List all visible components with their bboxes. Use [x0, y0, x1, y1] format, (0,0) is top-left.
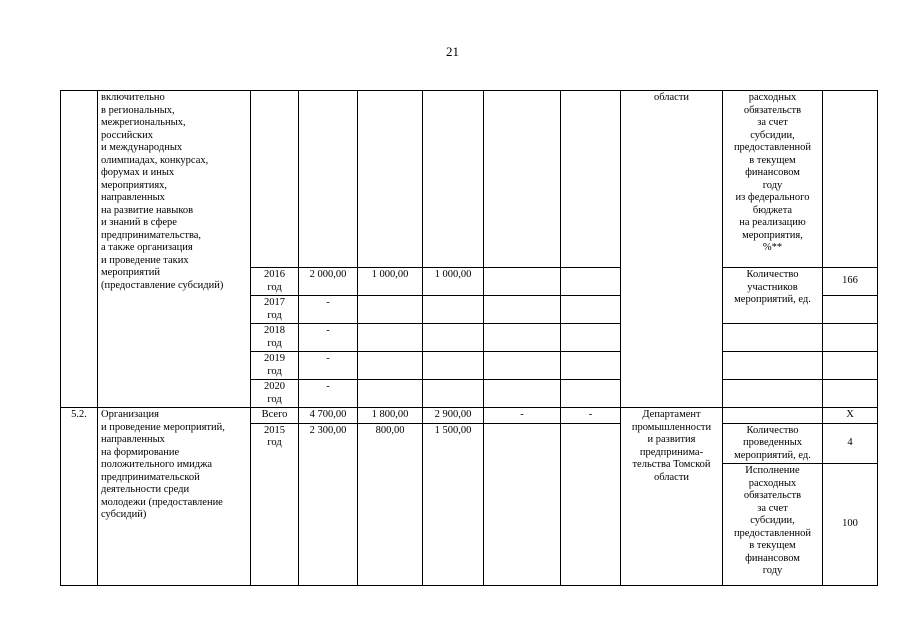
indicator-value-cell: X: [823, 408, 878, 424]
regional-funding-cell: 2 900,00: [423, 408, 484, 424]
event-name-cell: Организация и проведение мероприятий, направленных на формирование положительного имиджа предпринимательской деятельности среди молодежи (предоставление субсидий): [98, 408, 251, 586]
other-funding-cell: -: [561, 408, 621, 424]
indicator-value-cell: 100: [823, 464, 878, 586]
federal-funding-cell: 800,00: [358, 423, 423, 586]
year-cell: 2020 год: [251, 380, 299, 408]
row-number-cell: 5.2.: [61, 408, 98, 586]
executor-cell: Департамент промышленности и развития предпринима- тельства Томской области: [621, 408, 723, 586]
executor-cell: области: [621, 91, 723, 408]
local-funding-cell: -: [484, 408, 561, 424]
event-name-cell: включительно в региональных, межрегиональных, российских и международных олимпиадах, конкурсах, форумах и иных мероприятиях, направленных на развитие навыков и знаний в сфере предпринимательства, а также организация и проведение таких мероприятий (предоставление субсидий): [98, 91, 251, 408]
total-funding-cell: -: [299, 324, 358, 352]
indicator-cell: [723, 408, 823, 424]
total-funding-cell: 2 300,00: [299, 423, 358, 586]
regional-funding-cell: 1 000,00: [423, 268, 484, 296]
year-cell: [251, 91, 299, 268]
total-funding-cell: -: [299, 380, 358, 408]
federal-funding-cell: 1 800,00: [358, 408, 423, 424]
indicator-cell: Исполнение расходных обязательств за счет субсидии, предоставленной в текущем финансовом году: [723, 464, 823, 586]
table-row: [61, 408, 878, 424]
year-cell: 2019 год: [251, 352, 299, 380]
page-number: 21: [446, 44, 459, 59]
federal-funding-cell: 1 000,00: [358, 268, 423, 296]
regional-funding-cell: 1 500,00: [423, 423, 484, 586]
year-cell: 2018 год: [251, 324, 299, 352]
total-funding-cell: 2 000,00: [299, 268, 358, 296]
year-cell: 2015 год: [251, 423, 299, 586]
total-funding-cell: 4 700,00: [299, 408, 358, 424]
program-table: [60, 90, 878, 586]
year-cell: Всего: [251, 408, 299, 424]
indicator-value-cell: [823, 91, 878, 268]
indicator-value-cell: 4: [823, 423, 878, 464]
indicator-cell: расходных обязательств за счет субсидии, предоставленной в текущем финансовом году из федерального бюджета на реализацию мероприятия, %**: [723, 91, 823, 268]
row-number-cell: [61, 91, 98, 408]
year-cell: 2016 год: [251, 268, 299, 296]
total-funding-cell: -: [299, 296, 358, 324]
table-row: [61, 91, 878, 268]
total-funding-cell: -: [299, 352, 358, 380]
indicator-cell: Количество участников мероприятий, ед.: [723, 268, 823, 324]
indicator-cell: Количество проведенных мероприятий, ед.: [723, 423, 823, 464]
indicator-value-cell: 166: [823, 268, 878, 296]
year-cell: 2017 год: [251, 296, 299, 324]
